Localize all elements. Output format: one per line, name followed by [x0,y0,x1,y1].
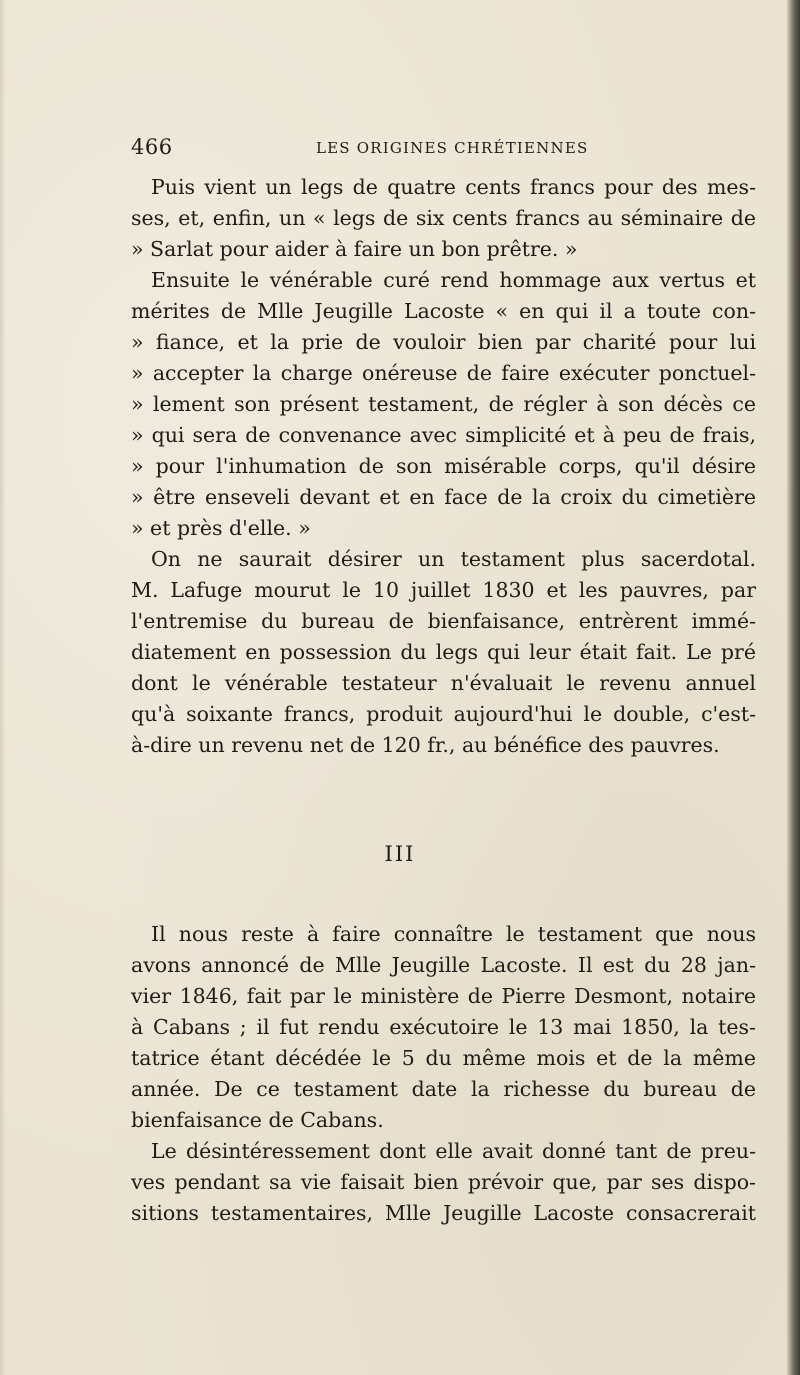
text-line: vier 1846, fait par le ministère de Pierre Desmont, notaire [131,984,756,1008]
section-heading: III [384,842,416,866]
text-line: Ensuite le vénérable curé rend hommage aux vertus et [151,268,756,292]
page-number: 466 [131,135,173,159]
running-title: LES ORIGINES CHRÉTIENNES [316,139,589,157]
text-line: ses, et, enfin, un « legs de six cents francs au séminaire de [131,206,756,230]
text-line: » fiance, et la prie de vouloir bien par charité pour lui [131,330,756,354]
text-line: tatrice étant décédée le 5 du même mois et de la même [131,1046,756,1070]
text-line: » et près d'elle. » [131,516,311,540]
text-line: l'entremise du bureau de bienfaisance, entrèrent immé- [131,609,756,633]
text-line: Il nous reste à faire connaître le testament que nous [151,922,756,946]
text-line: bienfaisance de Cabans. [131,1108,384,1132]
text-line: diatement en possession du legs qui leur était fait. Le pré [131,640,756,664]
text-line: On ne saurait désirer un testament plus sacerdotal. [151,547,756,571]
text-line: » être enseveli devant et en face de la croix du cimetière [131,485,756,509]
text-line: ves pendant sa vie faisait bien prévoir que, par ses dispo- [131,1170,756,1194]
page-right-edge-shadow [786,0,800,1375]
text-line: année. De ce testament date la richesse du bureau de [131,1077,756,1101]
body-text-before-section [131,172,756,761]
text-line: » Sarlat pour aider à faire un bon prêtre. » [131,237,578,261]
text-line: » pour l'inhumation de son misérable corps, qu'il désire [131,454,756,478]
text-line: dont le vénérable testateur n'évaluait le revenu annuel [131,671,756,695]
text-line: » qui sera de convenance avec simplicité et à peu de frais, [131,423,756,447]
page-left-edge-shadow [0,0,6,1375]
body-text-after-section [131,919,756,1229]
text-line: sitions testamentaires, Mlle Jeugille Lacoste consacrerait [131,1201,756,1225]
text-line: qu'à soixante francs, produit aujourd'hui le double, c'est- [131,702,756,726]
text-line: M. Lafuge mourut le 10 juillet 1830 et les pauvres, par [131,578,756,602]
text-line: Puis vient un legs de quatre cents francs pour des mes- [151,175,756,199]
page-header [131,135,756,163]
text-line: Le désintéressement dont elle avait donné tant de preu- [151,1139,756,1163]
text-line: mérites de Mlle Jeugille Lacoste « en qui il a toute con- [131,299,756,323]
text-line: avons annoncé de Mlle Jeugille Lacoste. Il est du 28 jan- [131,953,756,977]
text-line: à-dire un revenu net de 120 fr., au bénéfice des pauvres. [131,733,720,757]
text-line: à Cabans ; il fut rendu exécutoire le 13 mai 1850, la tes- [131,1015,756,1039]
text-line: » accepter la charge onéreuse de faire exécuter ponctuel- [131,361,756,385]
text-line: » lement son présent testament, de régler à son décès ce [131,392,756,416]
